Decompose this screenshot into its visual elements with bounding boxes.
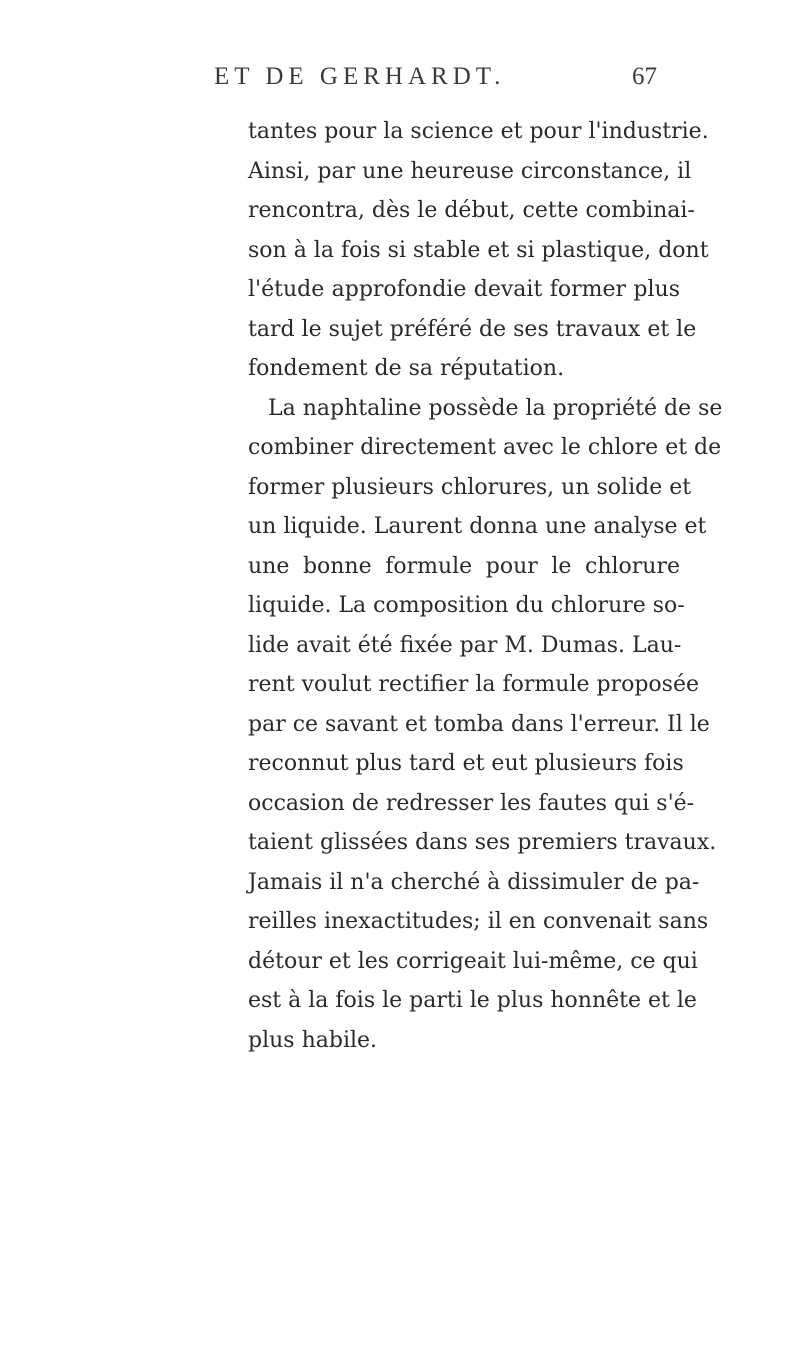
- paragraph-start-line: La naphtaline possède la propriété de se: [268, 395, 723, 421]
- text-line: l'étude approfondie devait former plus: [248, 277, 680, 302]
- page-number: 67: [632, 63, 657, 90]
- text-line: son à la fois si stable et si plastique, dont: [248, 237, 709, 263]
- text-line: former plusieurs chlorures, un solide et: [248, 474, 692, 500]
- running-head: [0, 63, 800, 93]
- text-line: Jamais il n'a cherché à dissimuler de pa-: [248, 869, 700, 895]
- text-line: taient glissées dans ses premiers travaux.: [248, 830, 717, 855]
- text-line: Ainsi, par une heureuse circonstance, il: [248, 158, 692, 184]
- text-line: occasion de redresser les fautes qui s'é-: [248, 790, 695, 816]
- text-line: tantes pour la science et pour l'industrie.: [248, 119, 709, 144]
- text-line: combiner directement avec le chlore et de: [248, 435, 722, 460]
- text-line: reconnut plus tard et eut plusieurs fois: [248, 751, 684, 776]
- text-line: liquide. La composition du chlorure so-: [248, 593, 685, 618]
- text-line: lide avait été fixée par M. Dumas. Lau-: [248, 632, 682, 658]
- body-text: [248, 112, 723, 1060]
- text-line: rencontra, dès le début, cette combinai-: [248, 198, 695, 223]
- text-line: rent voulut rectifier la formule proposée: [248, 672, 699, 697]
- text-line: une bonne formule pour le chlorure: [248, 553, 680, 579]
- text-line: est à la fois le parti le plus honnête et le: [248, 988, 697, 1013]
- text-line: par ce savant et tomba dans l'erreur. Il le: [248, 711, 710, 737]
- text-line: plus habile.: [248, 1027, 378, 1053]
- text-line: tard le sujet préféré de ses travaux et le: [248, 316, 697, 342]
- text-line: détour et les corrigeait lui-même, ce qui: [248, 948, 698, 974]
- text-line: fondement de sa réputation.: [248, 356, 565, 381]
- running-title: ET DE GERHARDT.: [214, 63, 506, 90]
- text-line: reilles inexactitudes; il en convenait sans: [248, 909, 709, 934]
- text-line: un liquide. Laurent donna une analyse et: [248, 514, 707, 539]
